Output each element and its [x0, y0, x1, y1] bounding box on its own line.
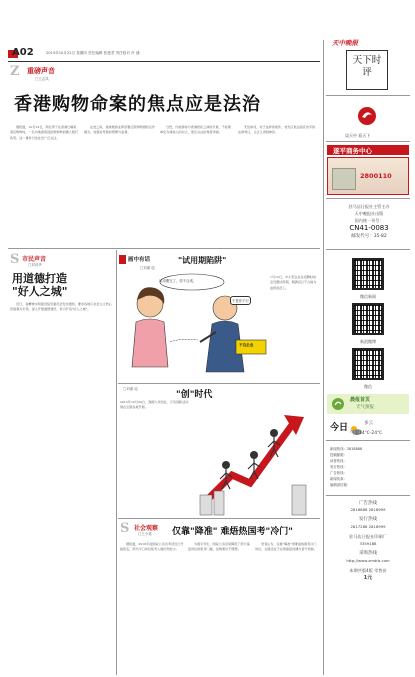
section-byline: □刘向华: [28, 263, 42, 267]
column-title: 天下时评: [352, 55, 382, 78]
article-column: 在此之际，香港旅游业界需要反思购物团的运作模式，加强对导游的管理与监督。: [84, 125, 155, 135]
section-letter-s: S: [120, 521, 130, 536]
headline: 仅靠"降准" 难焐热国考"冷门": [172, 527, 293, 537]
logo-icon: [356, 105, 378, 127]
speech-bubble-1: 试用期完了，你不合适，: [159, 279, 197, 283]
section-byline: □王志凤: [35, 77, 49, 81]
header-rule: [8, 61, 320, 62]
article-column: 据报道，2016年度国家公务员考试近日开始报名，部分冷门岗位报考人数仍然较少。: [120, 542, 184, 552]
section-kicker: 市民声音: [22, 256, 47, 263]
sidebar-divider: [323, 40, 324, 675]
sign-text: 不良企业: [239, 343, 254, 347]
sidebar-rule: [326, 249, 410, 250]
org-info: 驻马店日报社主管主办 天中晚报社出版 国内统一刊号： CN41-0083 邮发代号：35-82: [348, 204, 390, 239]
cartoon-caption: 1月10日，中小型企业在招聘时故意设置试用期，期满后以不合格为由辞退员工。: [270, 275, 317, 290]
masthead-logo: 天中晚报: [332, 39, 358, 47]
page-meta: 2015年10月22日 星期四 责任编辑 张惠君 责任校对 肖 涵: [46, 51, 140, 55]
article-column: 笔者认为，仅靠"降准"很难焐热国考冷门岗位，关键还在于完善基层待遇与晋升机制。: [255, 542, 317, 552]
section-divider: [118, 383, 320, 384]
article-column: 无论如何，对于这样的案件，首先应依法追究凶手的法律责任，让正义得到伸张。: [238, 125, 316, 135]
section-byline: □王小梁: [138, 532, 152, 536]
page-number: A02: [12, 47, 34, 58]
cartoon-illustration: [192, 395, 318, 517]
cartoon-byline: □刘谢 绘: [123, 387, 138, 391]
qr-code-icon: [352, 348, 384, 380]
contact-list: 新闻热线：2818888 投稿邮箱： 读者热线： 发行热线： 广告热线： 新闻传真： 编辑部信箱：: [330, 447, 363, 487]
article-column: 据报道，10月19日，两名男子在香港红磡某商店购物时，一名内地游客因拒绝购物而遭人殴打致死。这一事件引发社会广泛关注。: [10, 125, 79, 140]
sidebar-rule: [326, 495, 410, 496]
weather-sub: 天气预报: [356, 405, 374, 410]
weather-title: 晨报首页: [350, 397, 371, 403]
qr-label: 微信: [364, 384, 372, 389]
section-divider: [118, 518, 320, 519]
weather-temp: 气温14℃-24℃: [350, 431, 383, 436]
section-kicker: 重磅声音: [27, 67, 55, 75]
section-kicker: 社会观察: [134, 525, 159, 532]
cartoon-title: "试用期陷阱": [178, 256, 227, 265]
qr-code-icon: [352, 258, 384, 290]
section-divider: [8, 248, 320, 249]
headline: 用道德打造 "好人之城": [12, 272, 68, 298]
column-divider: [116, 250, 117, 675]
section-letter-z: Z: [10, 64, 20, 79]
qr-label: 新浪微博: [360, 339, 376, 344]
weather-desc: 多云: [364, 421, 373, 426]
today-label: 今日: [330, 423, 349, 433]
sidebar-rule: [326, 440, 410, 441]
section-letter-s: S: [10, 252, 20, 267]
qr-label: 微信新闻: [360, 294, 376, 299]
sidebar-rule: [326, 95, 410, 96]
cartoon-title: "创"时代: [176, 390, 213, 400]
cartoon-byline: □刘谢 绘: [140, 266, 155, 270]
masthead-slogan: 谈天中 看天下: [345, 133, 371, 138]
ad-title: 遂平商务中心: [333, 147, 372, 155]
cartoon-illustration: [120, 272, 270, 382]
sidebar-rule: [326, 141, 410, 142]
cartoon-kicker: 画中有话: [128, 257, 151, 263]
qr-code-icon: [352, 303, 384, 335]
article-column: 近日，省精神文明建设指导委员会发布通知，要求各地以社会主义核心价值观为引领，深入开展道德建设，努力打造"好人之城"。: [10, 302, 112, 312]
article-column: 为吸引考生，国家公务员局降低了部分基层岗位的报考门槛，但效果仍不理想。: [188, 542, 250, 552]
speech-bubble-2: 不是你不行: [230, 296, 251, 305]
cloud-icon: [350, 420, 362, 430]
sidebar-rule: [326, 198, 410, 199]
weather-logo-icon: [331, 396, 345, 410]
ad-phone: 2800110: [360, 172, 392, 180]
article-column: 当然，内地游客与香港居民之间的矛盾，不能简单化为两地人的对立，更应从法治角度审视。: [160, 125, 231, 135]
headline: 香港购物命案的焦点应是法治: [14, 94, 261, 115]
hotlines: 广告热线 2818888 2818999 发行热线 2817288 2818999 驻马店日报社印刷厂 3359188 采购热线 http://www.zmdrb.com 本期共版4版 零售价 1元: [346, 501, 390, 581]
ad-photo: [332, 168, 356, 190]
cartoon-caption: 2015年10月20日，我国大众创业、万众创新活动周在全国各地开展。: [120, 400, 189, 410]
kicker-marker: [119, 255, 126, 264]
